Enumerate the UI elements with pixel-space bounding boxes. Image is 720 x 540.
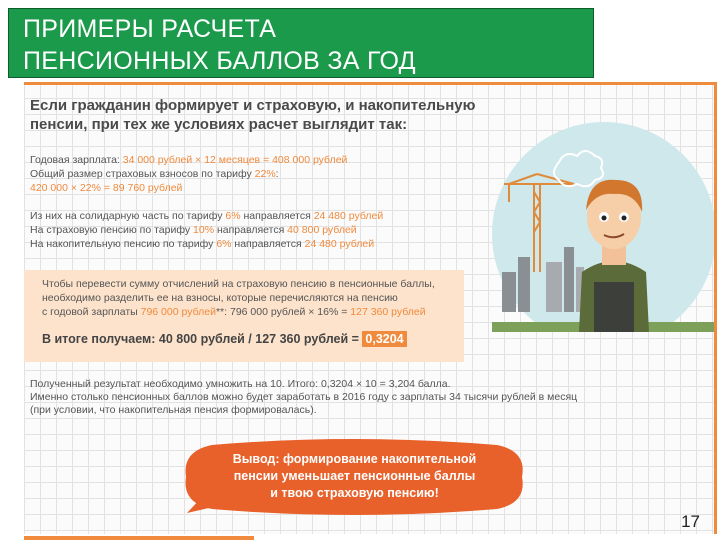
total-line xyxy=(42,332,407,346)
rate-row xyxy=(30,167,450,181)
salary-row xyxy=(30,153,450,167)
conclusion-text xyxy=(192,451,517,502)
conclusion-line-2: пенсии уменьшает пенсионные баллы xyxy=(233,469,476,483)
slide-title xyxy=(8,8,594,78)
insurance-rate: 10% xyxy=(193,224,215,236)
bottom-accent-line xyxy=(24,536,254,540)
rate-label: Общий размер страховых взносов по тарифу xyxy=(30,168,255,180)
insurance-mid: направляется xyxy=(214,224,288,236)
funded-row xyxy=(30,237,450,251)
conclusion-line-3: и твою страховую пенсию! xyxy=(270,486,439,500)
solidarity-value: 24 480 рублей xyxy=(313,210,384,222)
calculation-block xyxy=(30,153,450,251)
result-line-2: Именно столько пенсионных баллов можно будет заработать в 2016 году с зарплаты 34 тысячи рублей в месяц xyxy=(30,391,578,403)
annual-salary-value: 796 000 рублей xyxy=(140,306,216,318)
conversion-line-3-prefix: с годовой зарплаты xyxy=(42,306,141,318)
salary-label: Годовая зарплата: xyxy=(30,154,123,166)
solidarity-rate: 6% xyxy=(225,210,241,222)
infographic-panel xyxy=(24,82,717,534)
total-contribution-row: 420 000 × 22% = 89 760 рублей xyxy=(30,182,183,194)
funded-value: 24 480 рублей xyxy=(304,238,375,250)
total-label: В итоге получаем: 40 800 рублей / 127 360 рублей = xyxy=(42,332,363,346)
insurance-label: На страховую пенсию по тарифу xyxy=(30,224,194,236)
rate-suffix: : xyxy=(275,168,279,180)
result-line-3: (при условии, что накопительная пенсия формировалась). xyxy=(30,404,317,416)
funded-mid: направляется xyxy=(231,238,305,250)
conversion-box xyxy=(24,270,464,362)
total-result-badge: 0,3204 xyxy=(362,331,406,347)
conversion-line-3-mid: **: 796 000 рублей × 16% = xyxy=(215,306,351,318)
funded-label: На накопительную пенсию по тарифу xyxy=(30,238,217,250)
conclusion-line-1: Вывод: формирование накопительной xyxy=(232,452,477,466)
worker-illustration xyxy=(464,122,714,332)
slide-title-line-1: ПРИМЕРЫ РАСЧЕТА xyxy=(23,15,277,43)
insurance-value: 40 800 рублей xyxy=(287,224,357,236)
funded-rate: 6% xyxy=(216,238,232,250)
slide-title-line-2: ПЕНСИОННЫХ БАЛЛОВ ЗА ГОД xyxy=(23,47,416,75)
insurance-row xyxy=(30,223,450,237)
result-explanation xyxy=(30,378,630,417)
rate-value: 22% xyxy=(254,168,276,180)
orange-divider xyxy=(24,82,714,85)
solidarity-mid: направляется xyxy=(240,210,314,222)
intro-text: Если гражданин формирует и страховую, и накопительную пенсии, при тех же условиях расчет выглядит так: xyxy=(30,97,476,133)
solidarity-label: Из них на солидарную часть по тарифу xyxy=(30,210,226,222)
result-line-1: Полученный результат необходимо умножить на 10. Итого: 0,3204 × 10 = 3,204 балла. xyxy=(30,378,451,390)
page-number: 17 xyxy=(681,512,700,531)
salary-value: 34 000 рублей × 12 месяцев = 408 000 рублей xyxy=(122,154,348,166)
conversion-text xyxy=(42,277,462,319)
conversion-result: 127 360 рублей xyxy=(350,306,426,318)
conclusion-callout xyxy=(182,437,527,517)
conversion-line-3 xyxy=(42,305,462,319)
conversion-line-1: Чтобы перевести сумму отчислений на страховую пенсию в пенсионные баллы, xyxy=(42,278,435,290)
conversion-line-2: необходимо разделить ее на взносы, которые перечисляются на пенсию xyxy=(42,292,398,304)
solidarity-row xyxy=(30,209,450,223)
